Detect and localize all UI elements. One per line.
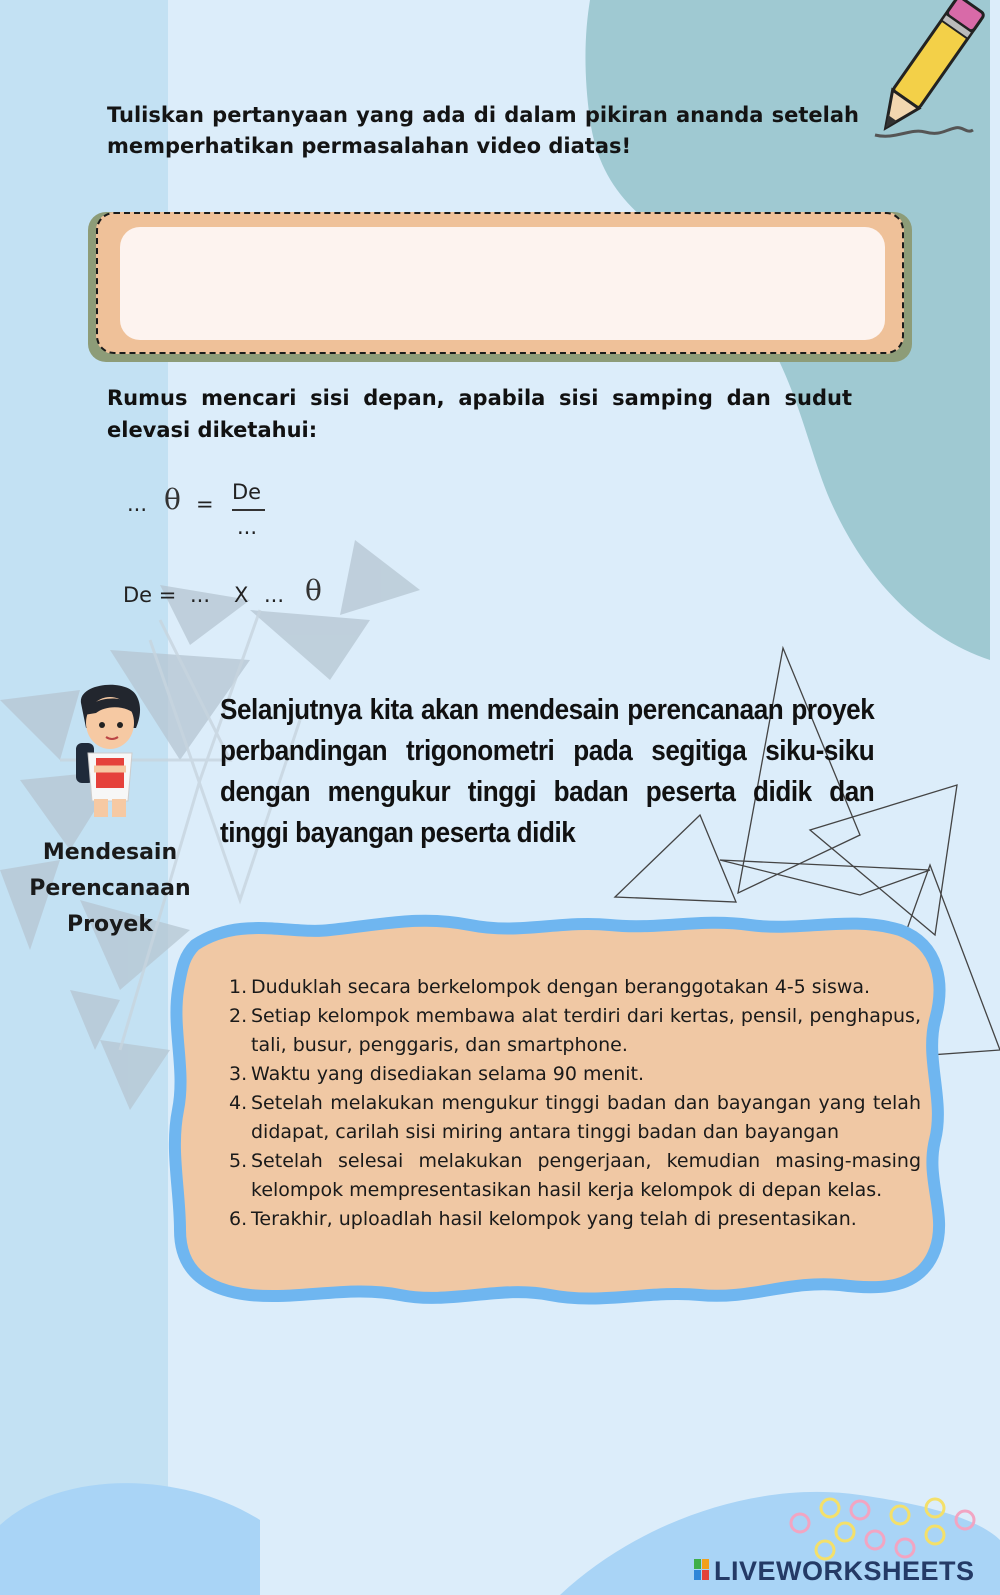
step-text: Terakhir, uploadlah hasil kelompok yang telah di presentasikan. xyxy=(251,1208,857,1230)
step-text: Setiap kelompok membawa alat terdiri dari kertas, pensil, penghapus, tali, busur, penggaris, dan smartphone. xyxy=(251,1005,921,1056)
question-prompt: Tuliskan pertanyaan yang ada di dalam pikiran ananda setelah memperhatikan permasalahan video diatas! xyxy=(107,103,859,158)
pencil-icon xyxy=(855,0,1000,150)
fraction-denominator: ... xyxy=(237,515,258,539)
list-item xyxy=(229,973,921,1002)
step-text: Duduklah secara berkelompok dengan beranggotakan 4-5 siswa. xyxy=(251,976,871,998)
formula-blank-func: ... xyxy=(127,492,148,516)
section-label-line-1: Mendesain xyxy=(42,840,178,865)
student-illustration xyxy=(66,683,156,818)
section-label-line-3: Proyek xyxy=(67,912,153,937)
theta-symbol: θ xyxy=(164,483,181,516)
fraction-bar xyxy=(232,509,265,511)
theta-symbol-2: θ xyxy=(305,574,322,607)
step-text: Setelah selesai melakukan pengerjaan, kemudian masing-masing kelompok mempresentasikan hasil kerja kelompok di depan kelas. xyxy=(251,1150,921,1201)
list-item xyxy=(229,1002,921,1060)
step-number: 4. xyxy=(229,1092,248,1114)
list-item xyxy=(229,1060,921,1089)
step-text: Waktu yang disediakan selama 90 menit. xyxy=(251,1063,645,1085)
project-heading: Selanjutnya kita akan mendesain perencanaan proyek perbandingan trigonometri pada segitiga siku-siku dengan mengukur tinggi badan peserta didik dan tinggi bayangan peserta didik xyxy=(220,694,875,849)
step-number: 5. xyxy=(229,1150,248,1172)
steps-list xyxy=(229,973,921,1234)
liveworksheets-logo-icon xyxy=(694,1559,710,1581)
answer-box-frame xyxy=(88,212,912,362)
list-item xyxy=(229,1089,921,1147)
formula2-blank1: ... xyxy=(190,583,211,607)
formula-intro: Rumus mencari sisi depan, apabila sisi samping dan sudut elevasi diketahui: xyxy=(107,386,852,442)
section-label-line-2: Perencanaan xyxy=(29,876,191,901)
times-sign: X xyxy=(234,583,249,607)
step-number: 1. xyxy=(229,976,248,998)
answer-input[interactable] xyxy=(120,227,885,340)
section-label xyxy=(20,835,200,943)
list-item xyxy=(229,1205,921,1234)
equals-sign: = xyxy=(196,492,214,516)
step-number: 2. xyxy=(229,1005,248,1027)
formula2-lhs: De = xyxy=(123,583,177,607)
liveworksheets-logo[interactable]: LIVEWORKSHEETS xyxy=(714,1556,975,1586)
answer-box-border xyxy=(96,212,904,354)
list-item xyxy=(229,1147,921,1205)
step-text: Setelah melakukan mengukur tinggi badan dan bayangan yang telah didapat, carilah sisi miring antara tinggi badan dan bayangan xyxy=(251,1092,921,1143)
step-number: 3. xyxy=(229,1063,248,1085)
step-number: 6. xyxy=(229,1208,248,1230)
formula2-blank2: ... xyxy=(264,583,285,607)
fraction-numerator: De xyxy=(232,480,262,504)
